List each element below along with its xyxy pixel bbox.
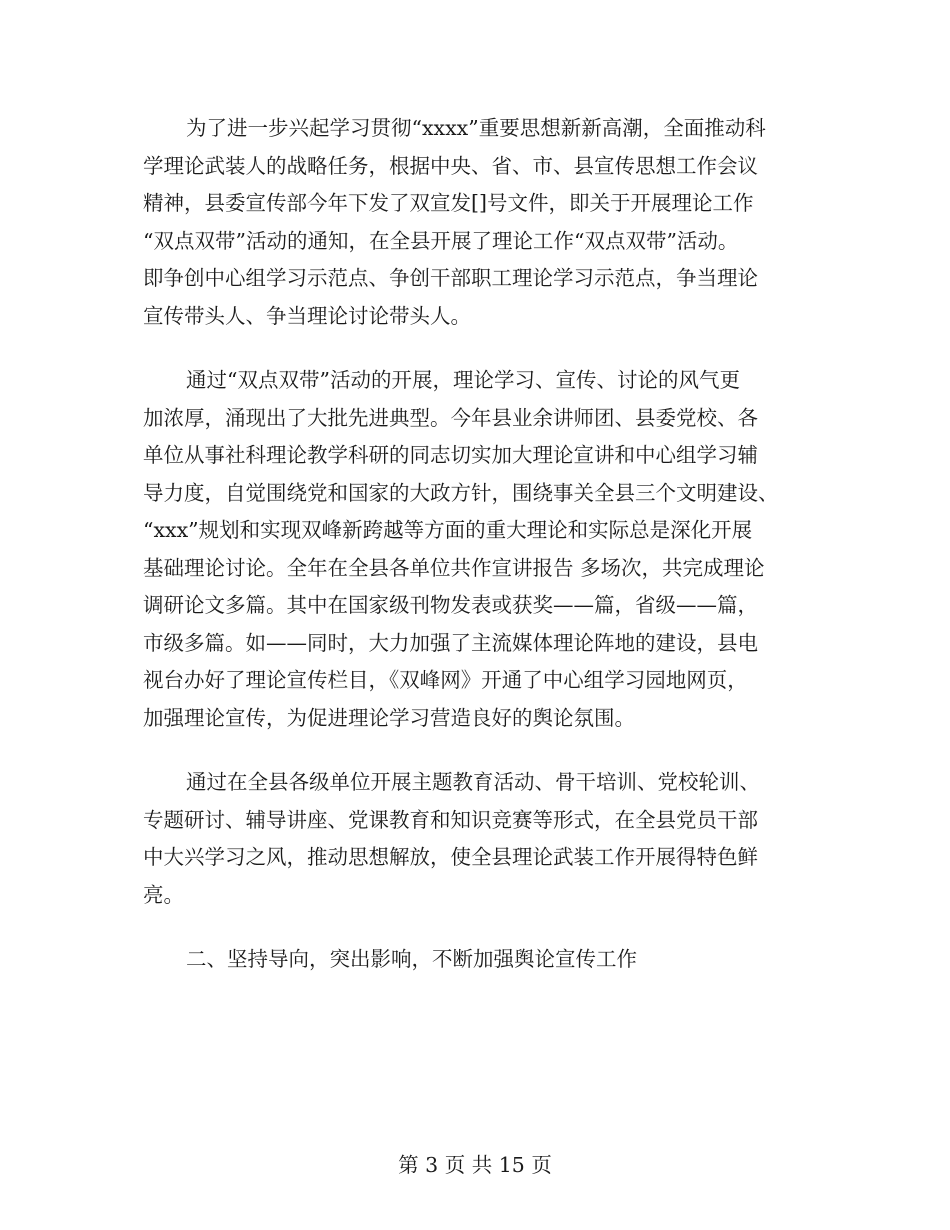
text-line: 宣传带头人、争当理论讨论带头人。 xyxy=(143,303,471,328)
text-line: 导力度，自觉围绕党和国家的大政方针，围绕事关全县三个文明建设、 xyxy=(143,480,779,505)
text-line: 为了进一步兴起学习贯彻“xxxx”重要思想新新高潮，全面推动科 xyxy=(186,116,766,140)
page-number: 第 3 页 共 15 页 xyxy=(398,1153,552,1177)
text-line: 基础理论讨论。全年在全县各单位共作宣讲报告 多场次，共完成理论 xyxy=(143,555,765,580)
text-line: 通过“双点双带”活动的开展，理论学习、宣传、讨论的风气更 xyxy=(186,368,740,392)
text-line: 学理论武装人的战略任务，根据中央、省、市、县宣传思想工作会议 xyxy=(143,153,758,178)
text-line: 加强理论宣传，为促进理论学习营造良好的舆论氛围。 xyxy=(143,705,635,730)
text-line: 单位从事社科理论教学科研的同志切实加大理论宣讲和中心组学习辅 xyxy=(143,443,758,467)
paragraph-3 xyxy=(143,764,813,914)
document-body xyxy=(143,110,813,979)
text-line: 专题研讨、辅导讲座、党课教育和知识竞赛等形式，在全县党员干部 xyxy=(143,807,758,832)
text-line: “xxx”规划和实现双峰新跨越等方面的重大理论和实际总是深化开展 xyxy=(143,518,753,542)
text-line: 亮。 xyxy=(143,882,184,907)
paragraph-2 xyxy=(143,362,813,737)
text-line: 中大兴学习之风，推动思想解放，使全县理论武装工作开展得特色鲜 xyxy=(143,845,758,869)
paragraph-1 xyxy=(143,110,813,335)
text-line: 精神，县委宣传部今年下发了双宣发[]号文件，即关于开展理论工作 xyxy=(143,191,754,215)
section-heading: 二、坚持导向，突出影响，不断加强舆论宣传工作 xyxy=(186,947,637,971)
text-line: 市级多篇。如——同时，大力加强了主流媒体理论阵地的建设，县电 xyxy=(143,630,758,655)
text-line: 加浓厚，涌现出了大批先进典型。今年县业余讲师团、县委党校、各 xyxy=(143,405,758,430)
text-line: 通过在全县各级单位开展主题教育活动、骨干培训、党校轮训、 xyxy=(186,770,760,794)
text-line: “双点双带”活动的通知，在全县开展了理论工作“双点双带”活动。 xyxy=(143,228,739,253)
text-line: 视台办好了理论宣传栏目，《双峰网》开通了中心组学习园地网页， xyxy=(143,668,748,692)
text-line: 调研论文多篇。其中在国家级刊物发表或获奖——篇，省级——篇， xyxy=(143,593,758,617)
text-line: 即争创中心组学习示范点、争创干部职工理论学习示范点，争当理论 xyxy=(143,266,758,290)
